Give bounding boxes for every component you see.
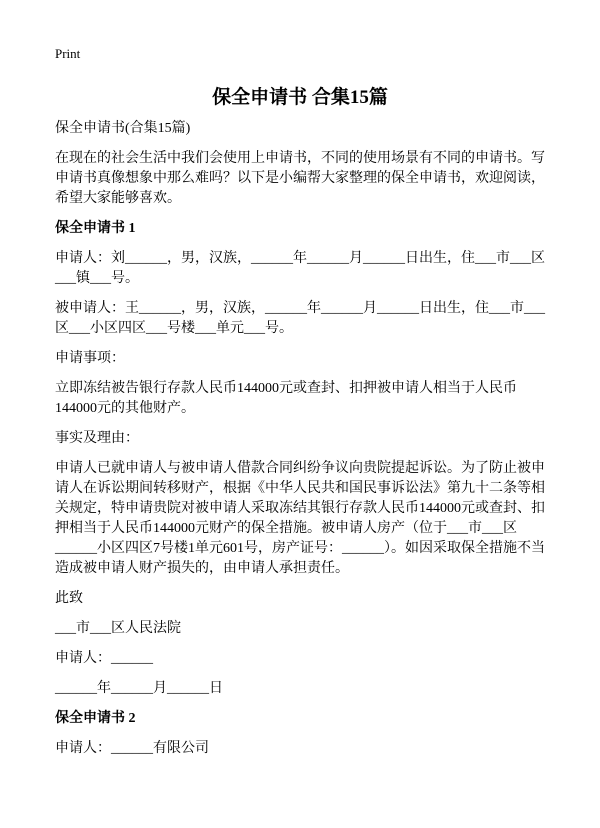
request-label: 申请事项： <box>55 351 125 366</box>
subtitle: 保全申请书(合集15篇) <box>55 121 191 136</box>
request-paragraph: 立即冻结被告银行存款人民币144000元或查封、扣押被申请人相当于人民币144000元的其他财产。 <box>55 381 517 416</box>
facts-label: 事实及理由： <box>55 431 139 446</box>
print-link[interactable]: Print <box>55 46 81 61</box>
signature-line: 申请人：______ <box>55 651 153 666</box>
applicant-paragraph: 申请人：______有限公司 <box>55 741 209 756</box>
section-heading: 保全申请书 2 <box>55 711 136 726</box>
respondent-paragraph: 被申请人：王______，男，汉族，______年______月______日出生，住___市___区___小区四区___号楼___单元___号。 <box>55 301 545 336</box>
document-body <box>55 119 547 769</box>
section-heading: 保全申请书 1 <box>55 221 136 236</box>
intro-paragraph: 在现在的社会生活中我们会使用上申请书，不同的使用场景有不同的申请书。写申请书真像想象中那么难吗？以下是小编帮大家整理的保全申请书，欢迎阅读，希望大家能够喜欢。 <box>55 151 545 206</box>
salutation: 此致 <box>55 591 83 606</box>
date-line: ______年______月______日 <box>55 681 223 696</box>
facts-paragraph: 申请人已就申请人与被申请人借款合同纠纷争议向贵院提起诉讼。为了防止被申请人在诉讼期间转移财产，根据《中华人民共和国民事诉讼法》第九十二条等相关规定，特申请贵院对被申请人采取冻结其银行存款人民币144000元或查封、扣押相当于人民币144000元财产的保全措施。被申请人房产（位于___市___区______小区四区7号楼1单元601号，房产证号：______）。如因采取保全措施不当造成被申请人财产损失的，由申请人承担责任。 <box>55 461 545 576</box>
court-name: ___市___区人民法院 <box>55 621 181 636</box>
applicant-paragraph: 申请人：刘______，男，汉族，______年______月______日出生，住___市___区___镇___号。 <box>55 251 545 286</box>
page-title: 保全申请书 合集15篇 <box>212 87 388 108</box>
